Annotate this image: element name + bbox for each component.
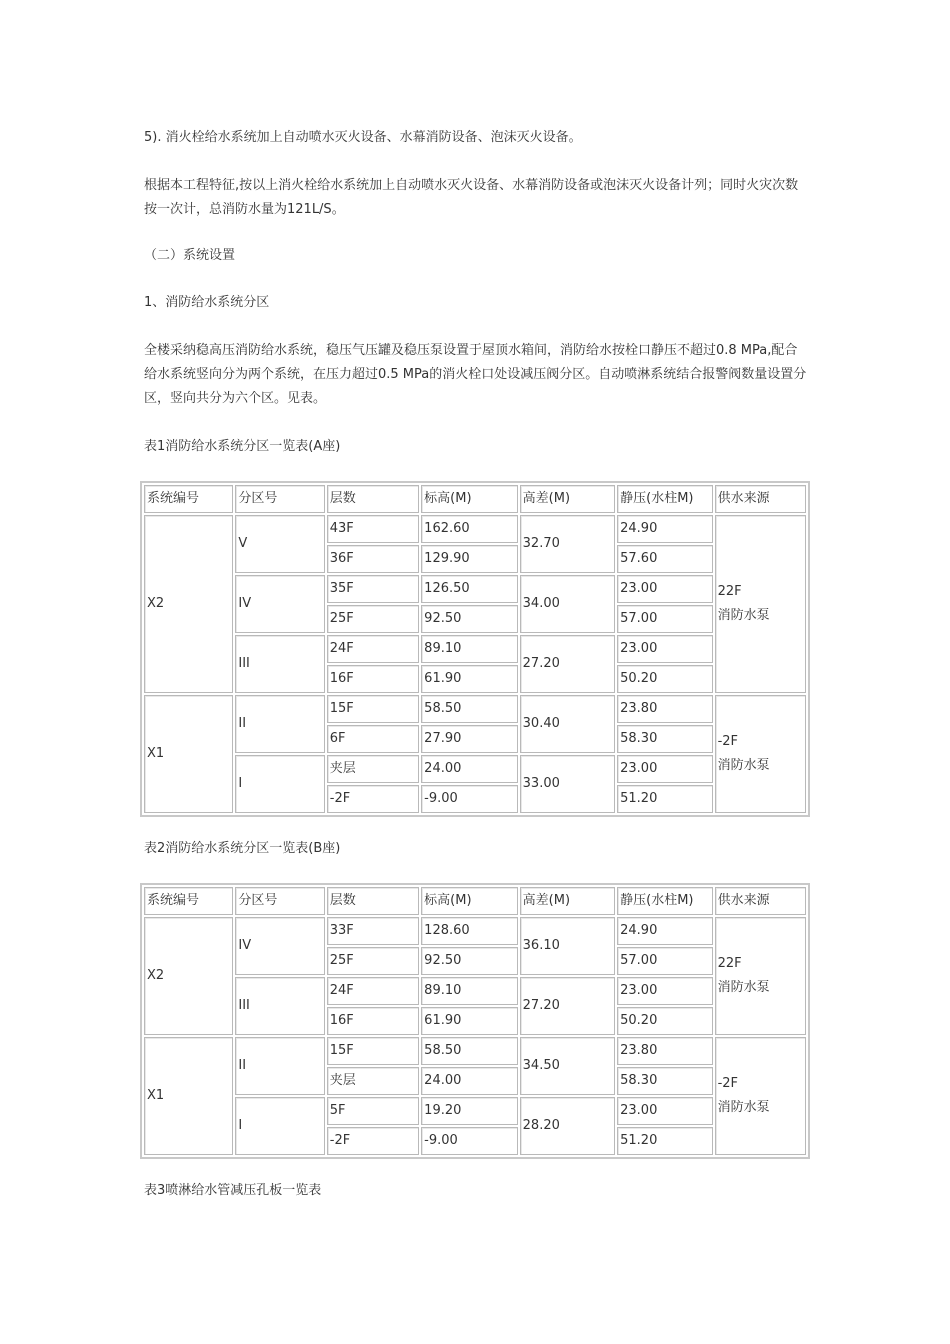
static-pressure-cell: 23.00 — [617, 1097, 712, 1125]
static-pressure-cell: 23.00 — [617, 575, 712, 603]
zone-cell: II — [235, 1037, 324, 1095]
source-line: 消防水泵 — [717, 608, 770, 623]
height-diff-cell: 34.00 — [520, 575, 615, 633]
static-pressure-cell: 57.00 — [617, 947, 712, 975]
static-pressure-cell: 58.30 — [617, 1067, 712, 1095]
static-pressure-cell: 51.20 — [617, 785, 712, 813]
table2-zoning-b — [140, 883, 810, 1159]
elevation-cell: 61.90 — [421, 665, 517, 693]
system-code-cell: X2 — [144, 515, 233, 693]
floor-cell: 35F — [327, 575, 419, 603]
table-header-row — [144, 887, 806, 915]
table-row — [144, 917, 806, 945]
subsection-heading-zoning: 1、消防给水系统分区 — [144, 295, 270, 310]
column-header: 层数 — [327, 887, 419, 915]
elevation-cell: 24.00 — [421, 755, 517, 783]
table-row — [144, 755, 806, 783]
column-header: 供水来源 — [715, 887, 806, 915]
table-row — [144, 977, 806, 1005]
column-header: 层数 — [327, 485, 419, 513]
floor-cell: 16F — [327, 665, 419, 693]
zone-cell: IV — [235, 917, 324, 975]
static-pressure-cell: 57.60 — [617, 545, 712, 573]
column-header: 高差(M) — [520, 887, 615, 915]
height-diff-cell: 27.20 — [520, 977, 615, 1035]
floor-cell: -2F — [327, 785, 419, 813]
floor-cell: 25F — [327, 605, 419, 633]
system-code-cell: X1 — [144, 1037, 233, 1155]
floor-cell: 15F — [327, 1037, 419, 1065]
floor-cell: 33F — [327, 917, 419, 945]
table3-caption: 表3喷淋给水管减压孔板一览表 — [144, 1183, 322, 1198]
zone-cell: IV — [235, 575, 324, 633]
floor-cell: 25F — [327, 947, 419, 975]
section-heading-system-setup: （二）系统设置 — [144, 248, 236, 263]
elevation-cell: 162.60 — [421, 515, 517, 543]
column-header: 系统编号 — [144, 887, 233, 915]
height-diff-cell: 28.20 — [520, 1097, 615, 1155]
static-pressure-cell: 57.00 — [617, 605, 712, 633]
elevation-cell: 61.90 — [421, 1007, 517, 1035]
static-pressure-cell: 23.00 — [617, 977, 712, 1005]
floor-cell: 夹层 — [327, 755, 419, 783]
elevation-cell: 92.50 — [421, 605, 517, 633]
elevation-cell: 92.50 — [421, 947, 517, 975]
static-pressure-cell: 24.90 — [617, 515, 712, 543]
elevation-cell: 58.50 — [421, 695, 517, 723]
static-pressure-cell: 50.20 — [617, 1007, 712, 1035]
elevation-cell: -9.00 — [421, 1127, 517, 1155]
column-header: 分区号 — [235, 887, 324, 915]
source-line: 消防水泵 — [717, 1100, 770, 1115]
column-header: 高差(M) — [520, 485, 615, 513]
elevation-cell: 129.90 — [421, 545, 517, 573]
static-pressure-cell: 58.30 — [617, 725, 712, 753]
paragraph-total-water: 根据本工程特征,按以上消火栓给水系统加上自动喷水灭火设备、水幕消防设备或泡沫灭火设备计列；同时火灾次数按一次计，总消防水量为121L/S。 — [144, 178, 799, 217]
elevation-cell: 24.00 — [421, 1067, 517, 1095]
floor-cell: 36F — [327, 545, 419, 573]
elevation-cell: 27.90 — [421, 725, 517, 753]
water-source-cell — [715, 695, 806, 813]
floor-cell: 6F — [327, 725, 419, 753]
floor-cell: 15F — [327, 695, 419, 723]
column-header: 静压(水柱M) — [617, 485, 712, 513]
height-diff-cell: 36.10 — [520, 917, 615, 975]
water-source-cell — [715, 917, 806, 1035]
height-diff-cell: 34.50 — [520, 1037, 615, 1095]
column-header: 标高(M) — [421, 485, 517, 513]
system-code-cell: X1 — [144, 695, 233, 813]
static-pressure-cell: 23.80 — [617, 1037, 712, 1065]
source-line: -2F — [717, 734, 739, 749]
source-line: 消防水泵 — [717, 980, 770, 995]
zone-cell: I — [235, 755, 324, 813]
height-diff-cell: 33.00 — [520, 755, 615, 813]
source-line: -2F — [717, 1076, 739, 1091]
height-diff-cell: 30.40 — [520, 695, 615, 753]
elevation-cell: 89.10 — [421, 635, 517, 663]
zone-cell: III — [235, 977, 324, 1035]
table-row — [144, 1097, 806, 1125]
system-code-cell: X2 — [144, 917, 233, 1035]
zone-cell: I — [235, 1097, 324, 1155]
height-diff-cell: 32.70 — [520, 515, 615, 573]
zone-cell: II — [235, 695, 324, 753]
static-pressure-cell: 23.00 — [617, 635, 712, 663]
column-header: 系统编号 — [144, 485, 233, 513]
elevation-cell: 89.10 — [421, 977, 517, 1005]
source-line: 22F — [717, 956, 742, 971]
floor-cell: 24F — [327, 977, 419, 1005]
floor-cell: 43F — [327, 515, 419, 543]
static-pressure-cell: 24.90 — [617, 917, 712, 945]
table2-caption: 表2消防给水系统分区一览表(B座) — [144, 841, 341, 856]
paragraph-zoning-description: 全楼采纳稳高压消防给水系统，稳压气压罐及稳压泵设置于屋顶水箱间，消防给水按栓口静压不超过0.8 MPa,配合给水系统竖向分为两个系统，在压力超过0.5 MPa的消火栓口处设减压阀分区。自动喷淋系统结合报警阀数量设置分区，竖向共分为六个区。见表。 — [144, 343, 807, 406]
static-pressure-cell: 23.00 — [617, 755, 712, 783]
zone-cell: III — [235, 635, 324, 693]
source-line: 消防水泵 — [717, 758, 770, 773]
water-source-cell — [715, 515, 806, 693]
table-row — [144, 1037, 806, 1065]
floor-cell: 夹层 — [327, 1067, 419, 1095]
table-row — [144, 515, 806, 543]
table-row — [144, 695, 806, 723]
floor-cell: 24F — [327, 635, 419, 663]
column-header: 标高(M) — [421, 887, 517, 915]
floor-cell: 16F — [327, 1007, 419, 1035]
table-header-row — [144, 485, 806, 513]
source-line: 22F — [717, 584, 742, 599]
floor-cell: 5F — [327, 1097, 419, 1125]
floor-cell: -2F — [327, 1127, 419, 1155]
elevation-cell: 58.50 — [421, 1037, 517, 1065]
table-row — [144, 635, 806, 663]
elevation-cell: -9.00 — [421, 785, 517, 813]
paragraph-item-5: 5). 消火栓给水系统加上自动喷水灭火设备、水幕消防设备、泡沫灭火设备。 — [144, 130, 582, 145]
column-header: 供水来源 — [715, 485, 806, 513]
elevation-cell: 128.60 — [421, 917, 517, 945]
static-pressure-cell: 23.80 — [617, 695, 712, 723]
static-pressure-cell: 50.20 — [617, 665, 712, 693]
column-header: 分区号 — [235, 485, 324, 513]
table1-zoning-a — [140, 481, 810, 817]
water-source-cell — [715, 1037, 806, 1155]
elevation-cell: 126.50 — [421, 575, 517, 603]
height-diff-cell: 27.20 — [520, 635, 615, 693]
zone-cell: V — [235, 515, 324, 573]
table1-caption: 表1消防给水系统分区一览表(A座) — [144, 439, 341, 454]
table-row — [144, 575, 806, 603]
static-pressure-cell: 51.20 — [617, 1127, 712, 1155]
column-header: 静压(水柱M) — [617, 887, 712, 915]
elevation-cell: 19.20 — [421, 1097, 517, 1125]
